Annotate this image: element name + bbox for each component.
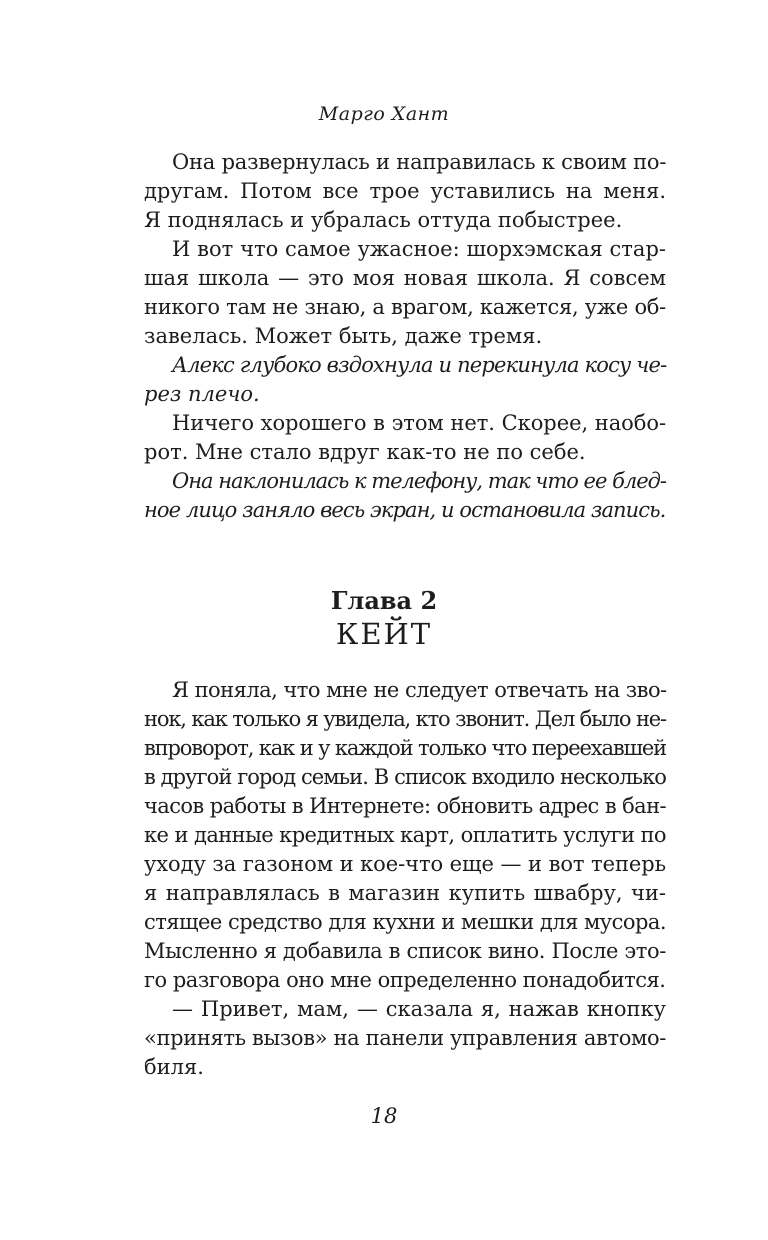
text-line: стящее средство для кухни и мешки для мусора. xyxy=(144,910,666,934)
paragraph xyxy=(144,995,666,1082)
text-line: — Привет, мам, — сказала я, нажав кнопку xyxy=(172,997,666,1021)
paragraph xyxy=(144,467,666,525)
text-line: Мысленно я добавила в список вино. После это- xyxy=(144,939,666,963)
text-line: Я поняла, что мне не следует отвечать на зво- xyxy=(172,678,667,702)
text-line: уходу за газоном и кое-что еще — и вот теперь xyxy=(144,852,666,876)
text-line: другам. Потом все трое уставились на меня. xyxy=(144,179,666,203)
text-line: ное лицо заняло весь экран, и остановила запись. xyxy=(144,498,666,522)
paragraph xyxy=(144,351,666,409)
paragraph xyxy=(144,676,666,995)
text-line: я направлялась в магазин купить швабру, чи- xyxy=(144,881,666,905)
text-line: шая школа — это моя новая школа. Я совсем xyxy=(144,266,666,290)
text-line: никого там не знаю, а врагом, кажется, уже об- xyxy=(144,295,666,319)
text-line: И вот что самое ужасное: шорхэмская стар- xyxy=(172,237,666,261)
text-line: в другой город семьи. В список входило несколько xyxy=(144,765,666,789)
section-text-chapter-2 xyxy=(144,676,666,1082)
text-line: биля. xyxy=(144,1055,204,1079)
text-line: го разговора оно мне определенно понадобится. xyxy=(144,968,666,992)
text-line: рез плечо. xyxy=(144,382,260,406)
paragraph xyxy=(144,409,666,467)
text-line: нок, как только я увидела, кто звонит. Дел было не- xyxy=(144,707,666,731)
text-line: Я поднялась и убралась оттуда побыстрее. xyxy=(144,208,623,232)
section-text-before-chapter xyxy=(144,148,666,525)
chapter-title: КЕЙТ xyxy=(335,617,433,651)
text-line: часов работы в Интернете: обновить адрес в бан- xyxy=(144,794,666,818)
text-line: впроворот, как и у каждой только что переехавшей xyxy=(144,736,666,760)
text-line: Она наклонилась к телефону, так что ее блед- xyxy=(172,469,666,493)
page-number: 18 xyxy=(370,1104,398,1128)
text-line: Алекс глубоко вздохнула и перекинула косу че- xyxy=(172,353,667,377)
running-header: Марго Хант xyxy=(318,103,450,125)
paragraph xyxy=(144,148,666,235)
paragraph xyxy=(144,235,666,351)
chapter-number: Глава 2 xyxy=(330,586,438,615)
text-line: «принять вызов» на панели управления автомо- xyxy=(144,1026,667,1050)
text-line: Она развернулась и направилась к своим по- xyxy=(172,150,667,174)
text-line: Ничего хорошего в этом нет. Скорее, наобо- xyxy=(172,411,666,435)
text-line: рот. Мне стало вдруг как-то не по себе. xyxy=(144,440,586,464)
text-line: ке и данные кредитных карт, оплатить услуги по xyxy=(144,823,666,847)
text-line: завелась. Может быть, даже тремя. xyxy=(144,324,543,348)
